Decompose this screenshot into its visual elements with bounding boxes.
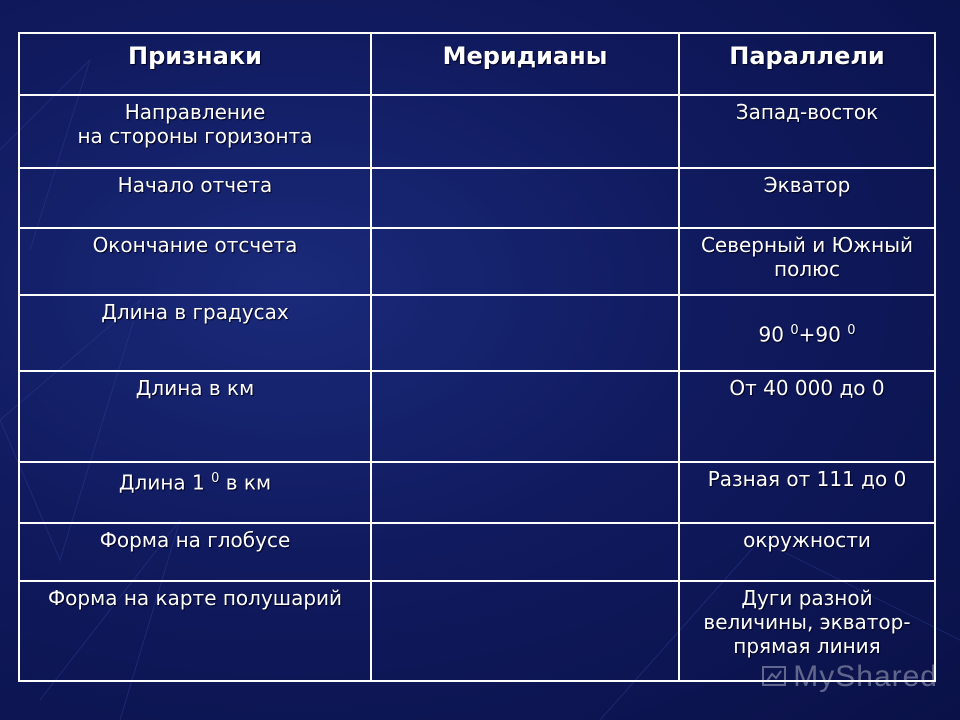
parallels-cell: окружности (679, 523, 935, 581)
degree-value: 90 (758, 322, 791, 347)
parallels-cell: От 40 000 до 0 (679, 371, 935, 462)
meridians-cell (371, 168, 679, 228)
table-row (19, 371, 935, 462)
comparison-table (18, 32, 936, 682)
feature-cell (19, 462, 371, 523)
feature-cell: Форма на карте полушарий (19, 581, 371, 681)
feature-cell: Начало отчета (19, 168, 371, 228)
watermark-icon (761, 663, 787, 689)
meridians-cell (371, 462, 679, 523)
meridians-cell (371, 371, 679, 462)
table-row (19, 95, 935, 168)
parallels-cell (679, 295, 935, 371)
feature-cell: Длина в градусах (19, 295, 371, 371)
feature-text: Длина 1 (118, 470, 212, 495)
meridians-cell (371, 581, 679, 681)
degree-sup: 0 (847, 323, 856, 339)
table-row (19, 523, 935, 581)
feature-cell: Длина в км (19, 371, 371, 462)
table-row (19, 228, 935, 295)
watermark-text: MyShared (793, 660, 938, 693)
degree-value: +90 (798, 322, 848, 347)
meridians-cell (371, 295, 679, 371)
feature-cell (19, 95, 371, 168)
meridians-cell (371, 523, 679, 581)
watermark-logo (761, 660, 938, 694)
table-row (19, 168, 935, 228)
table-header-row (19, 33, 935, 95)
degree-sup: 0 (211, 471, 220, 486)
feature-cell: Форма на глобусе (19, 523, 371, 581)
feature-cell: Окончание отсчета (19, 228, 371, 295)
header-meridians: Меридианы (371, 33, 679, 95)
header-parallels: Параллели (679, 33, 935, 95)
parallels-cell: Северный и Южный полюс (679, 228, 935, 295)
degree-sup: 0 (790, 323, 799, 339)
meridians-cell (371, 228, 679, 295)
meridians-cell (371, 95, 679, 168)
parallels-cell: Экватор (679, 168, 935, 228)
feature-line: Направление (124, 100, 266, 124)
feature-text: в км (219, 470, 272, 495)
table-row (19, 462, 935, 523)
parallels-cell: Дуги разной величины, экватор- прямая линия (679, 581, 935, 681)
table-row (19, 295, 935, 371)
parallels-cell: Разная от 111 до 0 (679, 462, 935, 523)
parallels-cell: Запад-восток (679, 95, 935, 168)
feature-line: на стороны горизонта (77, 124, 313, 148)
header-features: Признаки (19, 33, 371, 95)
